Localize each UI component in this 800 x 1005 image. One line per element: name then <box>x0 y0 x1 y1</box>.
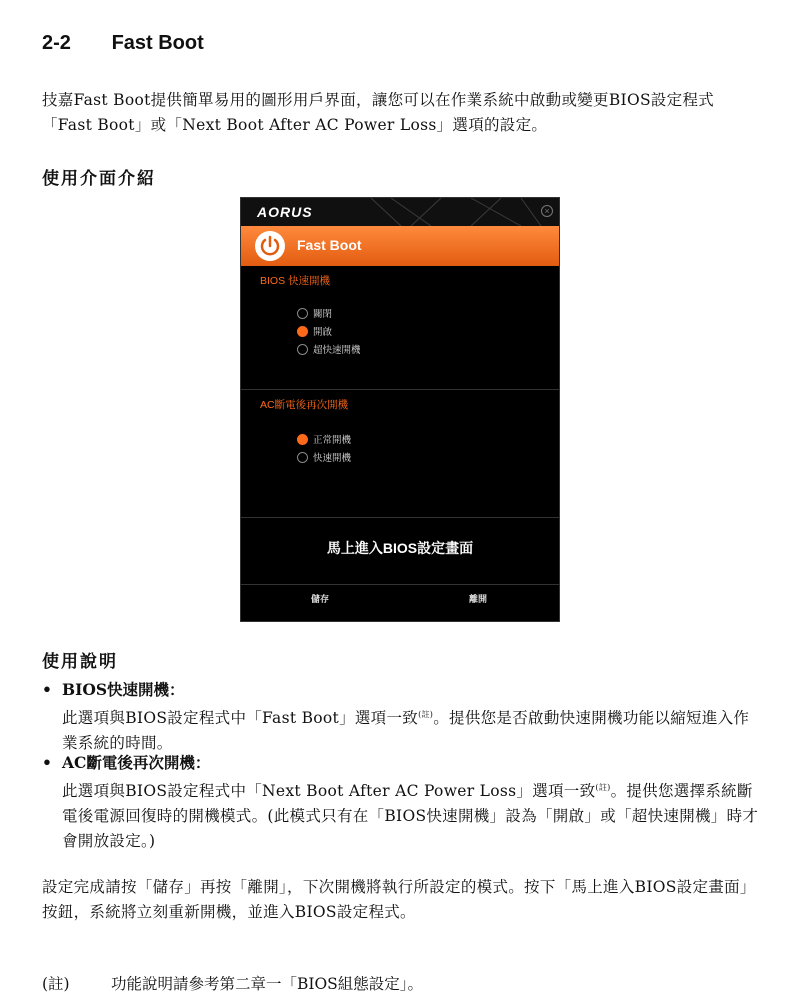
footnote-text: 功能說明請參考第二章一「BIOS組態設定」。 <box>110 975 424 993</box>
app-header <box>241 226 559 266</box>
power-icon <box>255 231 285 261</box>
desc-text: 。提供您是否啟動快速開機功能以縮短進入作業系統的時間。 <box>62 709 750 753</box>
option-label: 關閉 <box>313 309 333 320</box>
footnote <box>42 972 423 994</box>
app-title: Fast Boot <box>297 237 362 253</box>
desc-text: 。提供您選擇系統斷電後電源回復時的開機模式。(此模式只有在「BIOS快速開機」設為「開啟」或「超快速開機」時才會開放設定。) <box>62 782 759 851</box>
radio-ultra-fast[interactable] <box>297 344 308 355</box>
app-title-bar <box>241 198 559 226</box>
option-ultra-fast[interactable] <box>297 342 361 356</box>
option-label: 快速開機 <box>313 453 352 464</box>
note-mark: (註) <box>595 783 611 792</box>
note-mark: (註) <box>418 710 434 719</box>
app-footer <box>241 585 559 611</box>
bullet-bios-fast-boot: • BIOS快速開機： <box>42 680 185 699</box>
radio-normal-boot[interactable] <box>297 434 308 445</box>
bullet-title: BIOS快速開機： <box>62 680 185 699</box>
radio-on[interactable] <box>297 326 308 337</box>
interface-heading: 使用介面介紹 <box>42 169 156 189</box>
close-icon[interactable]: × <box>541 205 553 217</box>
ac-power-loss-label: AC斷電後再次開機 <box>260 399 349 411</box>
bios-fast-boot-label: BIOS 快速開機 <box>260 275 331 287</box>
radio-fast-boot[interactable] <box>297 452 308 463</box>
section-heading <box>42 32 204 55</box>
bullet-desc <box>62 702 762 756</box>
ac-power-loss-section <box>241 390 559 518</box>
bullet-title: AC斷電後再次開機： <box>62 753 211 772</box>
fast-boot-app-window <box>240 197 560 622</box>
save-button[interactable]: 儲存 <box>311 594 330 604</box>
option-normal-boot[interactable] <box>297 432 351 446</box>
closing-paragraph: 設定完成請按「儲存」再按「離開」，下次開機將執行所設定的模式。按下「馬上進入BIOS設定畫面」按鈕，系統將立刻重新開機，並進入BIOS設定程式。 <box>42 878 756 921</box>
option-label: 超快速開機 <box>313 345 361 356</box>
option-label: 開啟 <box>313 327 333 338</box>
option-off[interactable] <box>297 306 332 320</box>
intro-paragraph: 技嘉Fast Boot提供簡單易用的圖形用戶界面，讓您可以在作業系統中啟動或變更BIOS設定程式「Fast Boot」或「Next Boot After AC Power Loss」選項的設定。 <box>42 91 715 134</box>
section-title: Fast Boot <box>111 32 204 54</box>
option-fast-boot[interactable] <box>297 450 351 464</box>
radio-off[interactable] <box>297 308 308 319</box>
option-label: 正常開機 <box>313 435 352 446</box>
desc-text: 此選項與BIOS設定程式中「Next Boot After AC Power Loss」選項一致 <box>62 782 596 801</box>
aorus-logo: AORUS <box>257 204 313 220</box>
exit-button[interactable]: 離開 <box>469 594 488 604</box>
enter-bios-section <box>241 518 559 585</box>
option-on[interactable] <box>297 324 332 338</box>
bios-fast-boot-section <box>241 266 559 390</box>
desc-text: 此選項與BIOS設定程式中「Fast Boot」選項一致 <box>62 709 419 728</box>
bullet-ac-power-loss: • AC斷電後再次開機： <box>42 753 211 772</box>
enter-bios-button[interactable]: 馬上進入BIOS設定畫面 <box>326 540 474 556</box>
section-number: 2-2 <box>42 32 71 54</box>
bullet-desc <box>62 775 762 854</box>
footnote-tag: (註) <box>42 975 70 993</box>
usage-heading: 使用說明 <box>42 652 118 672</box>
